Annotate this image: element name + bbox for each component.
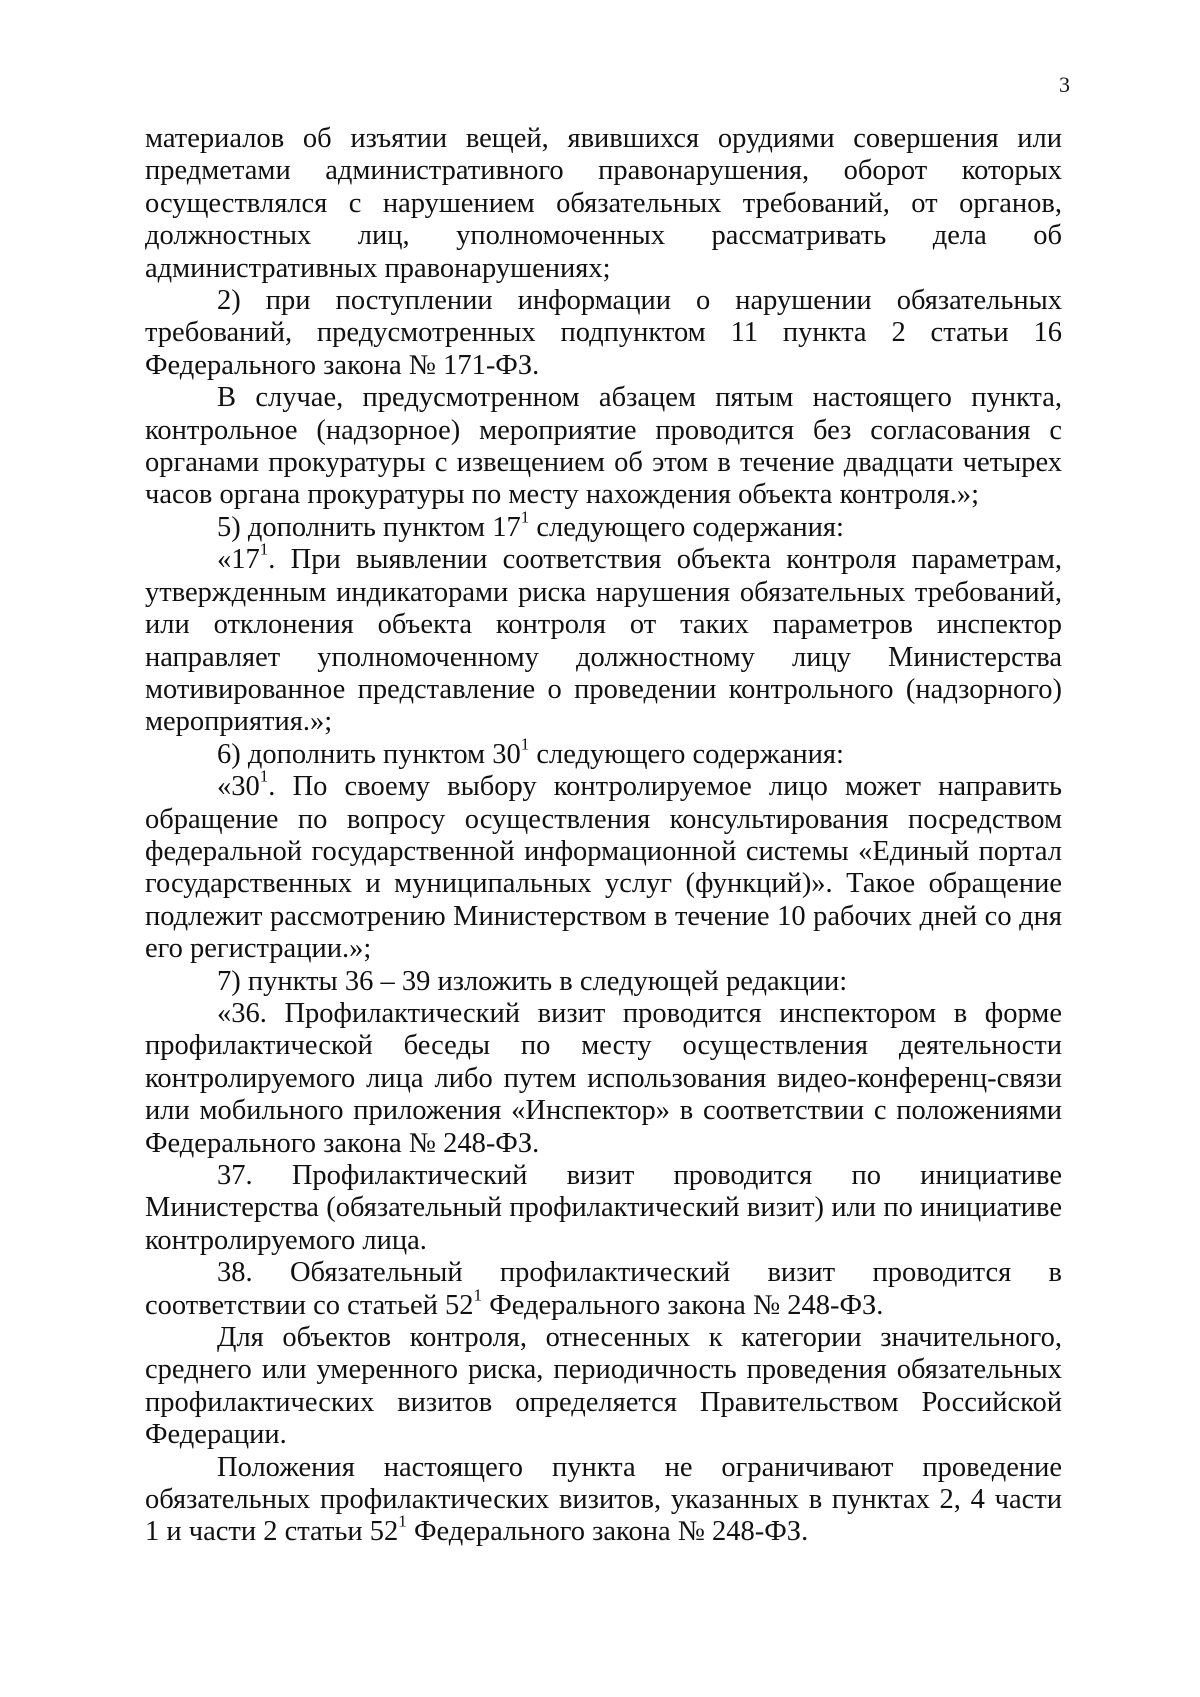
paragraph — [145, 1160, 1062, 1257]
paragraph-text: Федерального закона № 248-ФЗ. — [482, 1289, 884, 1321]
paragraph-text: «17 — [217, 544, 260, 576]
paragraph-text: . При выявлении соответствия объекта контроля параметрам, утвержденным индикаторами риска нарушения обязательных требований, или отклонения объекта контроля от таких параметров инспектор направляет уполномоченному должностному лицу Министерства мотивированное представление о проведении контрольного (надзорного) мероприятия.»; — [145, 544, 1062, 738]
paragraph-text: следующего содержания: — [529, 511, 844, 543]
superscript-index: 1 — [473, 1284, 483, 1304]
paragraph — [145, 998, 1062, 1160]
paragraph — [145, 766, 1062, 965]
paragraph — [145, 1322, 1062, 1452]
superscript-index: 1 — [520, 734, 530, 754]
paragraph-text: 2) при поступлении информации о нарушении обязательных требований, предусмотренных подпунктом 11 пункта 2 статьи 16 Федерального закона № 171-ФЗ. — [145, 285, 1062, 381]
superscript-index: 1 — [398, 1511, 407, 1531]
superscript-index: 1 — [520, 507, 530, 527]
paragraph-text: материалов об изъятии вещей, явившихся орудиями совершения или предметами административного правонарушения, оборот которых осуществлялся с нарушением обязательных требований, от органов, должностных лиц, уполномоченных рассматривать дела об административных правонарушениях; — [145, 123, 1062, 284]
paragraph-text: Для объектов контроля, отнесенных к категории значительного, среднего или умеренного риска, периодичность проведения обязательных профилактических визитов определяется Правительством Российской Федерации. — [145, 1322, 1062, 1451]
paragraph-text: «30 — [217, 771, 260, 803]
paragraph — [145, 382, 1062, 512]
superscript-index: 1 — [259, 539, 269, 559]
paragraph-text: следующего содержания: — [529, 738, 844, 770]
paragraph — [145, 1257, 1062, 1322]
paragraph-text: Положения настоящего пункта не ограничивают проведение обязательных профилактических визитов, указанных в пунктах 2, 4 части 1 и части 2 статьи 52 — [145, 1451, 1062, 1548]
paragraph — [145, 966, 1062, 998]
paragraph-text: 7) пункты 36 – 39 изложить в следующей редакции: — [217, 965, 848, 997]
paragraph-text: 5) дополнить пунктом 17 — [217, 511, 521, 543]
paragraph-text: В случае, предусмотренном абзацем пятым настоящего пункта, контрольное (надзорное) мероприятие проводится без согласования с органами прокуратуры с извещением об этом в течение двадцати четырех часов органа прокуратуры по месту нахождения объекта контроля.»; — [145, 382, 1062, 511]
paragraph-text: 38. Обязательный профилактический визит проводится в соответствии со статьей 52 — [145, 1257, 1062, 1321]
paragraph-text: «36. Профилактический визит проводится инспектором в форме профилактической беседы по месту осуществления деятельности контролируемого лица либо путем использования видео-конференц-связи или мобильного приложения «Инспектор» в соответствии с положениями Федерального закона № 248-ФЗ. — [145, 997, 1062, 1159]
paragraph-text: . По своему выбору контролируемое лицо может направить обращение по вопросу осуществления консультирования посредством федеральной государственной информационной системы «Единый портал государственных и муниципальных услуг (функций)». Такое обращение подлежит рассмотрению Министерством в течение 10 рабочих дней со дня его регистрации.»; — [145, 771, 1062, 965]
paragraph — [145, 507, 1062, 544]
paragraph — [145, 123, 1062, 285]
paragraph — [145, 734, 1062, 771]
paragraph — [145, 539, 1062, 738]
document-body — [145, 123, 1062, 1549]
paragraph — [145, 1452, 1062, 1549]
page-number: 3 — [1059, 72, 1070, 97]
paragraph — [145, 285, 1062, 382]
paragraph-text: 37. Профилактический визит проводится по инициативе Министерства (обязательный профилактический визит) или по инициативе контролируемого лица. — [145, 1160, 1062, 1256]
paragraph-text: Федерального закона № 248-ФЗ. — [406, 1516, 809, 1548]
superscript-index: 1 — [259, 766, 269, 786]
paragraph-text: 6) дополнить пунктом 30 — [217, 738, 521, 770]
